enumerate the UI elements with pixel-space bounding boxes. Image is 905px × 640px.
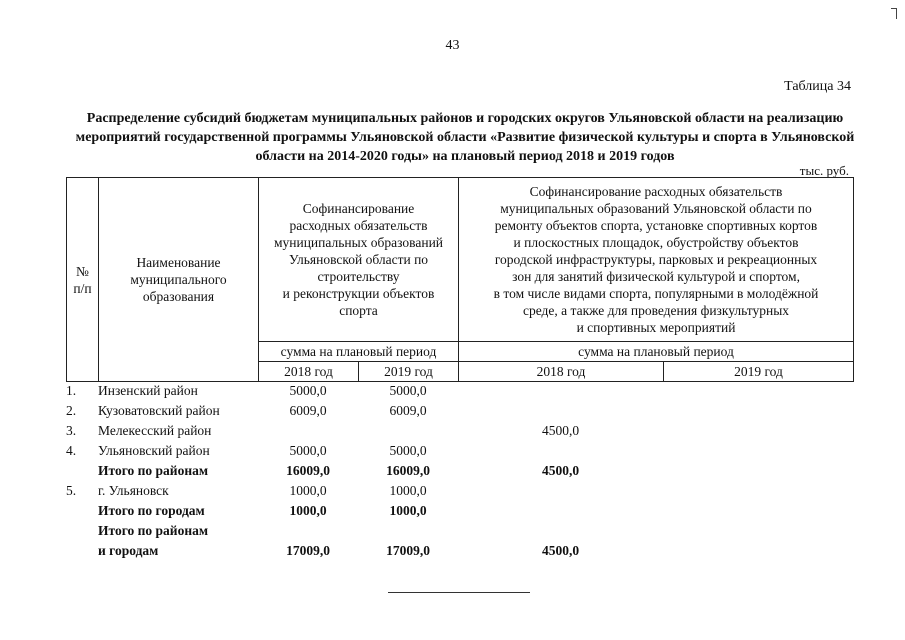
row-construction-2019: 6009,0 (389, 403, 427, 418)
document-title: Распределение субсидий бюджетам муниципальных районов и городских округов Ульяновской области на реализацию мероприятий государственной программы Ульяновской области «Развитие физической культуры и спорта в Ульяновской области на 2014-2020 годы» на плановый период 2018 и 2019 годов (75, 111, 855, 164)
row-municipality-name: Мелекесский район (98, 423, 212, 438)
row-number: 3. (66, 423, 77, 438)
row-repair-2018 (458, 501, 663, 521)
row-construction-2018: 5000,0 (289, 383, 327, 398)
row-repair-2018: 4500,0 (541, 423, 580, 438)
row-number: 2. (66, 403, 77, 418)
row-municipality-name: г. Ульяновск (98, 483, 169, 498)
row-municipality-name: Итого по городам (98, 503, 205, 518)
header-sum-label-1: сумма на плановый период (259, 342, 459, 362)
row-construction-2019: 16009,0 (386, 463, 430, 478)
row-municipality-name: Кузоватовский район (98, 403, 220, 418)
row-number (66, 461, 98, 481)
row-number: 4. (66, 443, 77, 458)
header-sum-label-2: сумма на плановый период (459, 342, 854, 362)
header-year-2018-repair: 2018 год (459, 362, 664, 382)
row-municipality-name: Итого по районам и городам (98, 523, 209, 558)
row-number: 5. (66, 483, 77, 498)
table-row (66, 481, 853, 501)
table-row (66, 521, 853, 561)
row-repair-2018 (458, 381, 663, 401)
row-municipality-name: Инзенский район (98, 383, 198, 398)
row-construction-2018: 6009,0 (289, 403, 327, 418)
header-group-repair: Софинансирование расходных обязательств муниципальных образований Ульяновской области по ремонту объектов спорта, установке спортивных кортов и плоскостных площадок, обустройству объектов городской инфраструктуры, парковых и рекреационных зон для занятий физической культурой и спортом, в том числе видами спорта, популярными в молодёжной среде, а также для проведения физкультурных и спортивных мероприятий (459, 178, 854, 342)
row-repair-2019 (663, 421, 853, 441)
row-construction-2018: 1000,0 (289, 483, 327, 498)
row-repair-2018 (458, 481, 663, 501)
row-construction-2018: 17009,0 (286, 543, 330, 558)
row-repair-2019 (663, 381, 853, 401)
row-municipality-name: Ульяновский район (98, 443, 210, 458)
row-construction-2018: 5000,0 (289, 443, 327, 458)
row-construction-2018: 1000,0 (289, 503, 327, 518)
row-construction-2019: 1000,0 (389, 503, 427, 518)
row-construction-2019: 1000,0 (389, 483, 427, 498)
corner-scan-mark (891, 8, 897, 19)
row-repair-2019 (663, 481, 853, 501)
table-label: Таблица 34 (784, 79, 851, 94)
table-row (66, 461, 853, 481)
row-repair-2018 (458, 441, 663, 461)
header-year-2019-construction: 2019 год (359, 362, 459, 382)
header-name: Наименование муниципального образования (99, 178, 259, 382)
row-repair-2018: 4500,0 (541, 463, 580, 478)
table-row (66, 421, 853, 441)
row-construction-2019: 5000,0 (389, 383, 427, 398)
units-label: тыс. руб. (799, 163, 849, 178)
row-number: 1. (66, 383, 77, 398)
header-year-2019-repair: 2019 год (664, 362, 854, 382)
header-table (66, 177, 854, 382)
table-row (66, 381, 853, 401)
row-repair-2019 (663, 401, 853, 421)
footer-separator-line (388, 592, 530, 593)
header-num: № п/п (67, 178, 99, 382)
row-repair-2018: 4500,0 (541, 543, 580, 558)
row-number (66, 501, 98, 521)
row-repair-2019 (663, 461, 853, 481)
table-row (66, 441, 853, 461)
table-row (66, 501, 853, 521)
data-table (66, 381, 853, 561)
header-group-construction: Софинансирование расходных обязательств муниципальных образований Ульяновской области по строительству и реконструкции объектов спорта (259, 178, 459, 342)
row-repair-2019 (663, 501, 853, 521)
row-construction-2019: 5000,0 (389, 443, 427, 458)
row-number (66, 521, 98, 561)
header-year-2018-construction: 2018 год (259, 362, 359, 382)
row-construction-2018: 16009,0 (286, 463, 330, 478)
row-repair-2019 (663, 521, 853, 561)
row-repair-2019 (663, 441, 853, 461)
row-construction-2019 (358, 421, 458, 441)
table-row (66, 401, 853, 421)
row-municipality-name: Итого по районам (98, 463, 209, 478)
row-construction-2019: 17009,0 (386, 543, 430, 558)
row-construction-2018 (258, 421, 358, 441)
row-repair-2018 (458, 401, 663, 421)
page-number: 43 (445, 38, 460, 53)
